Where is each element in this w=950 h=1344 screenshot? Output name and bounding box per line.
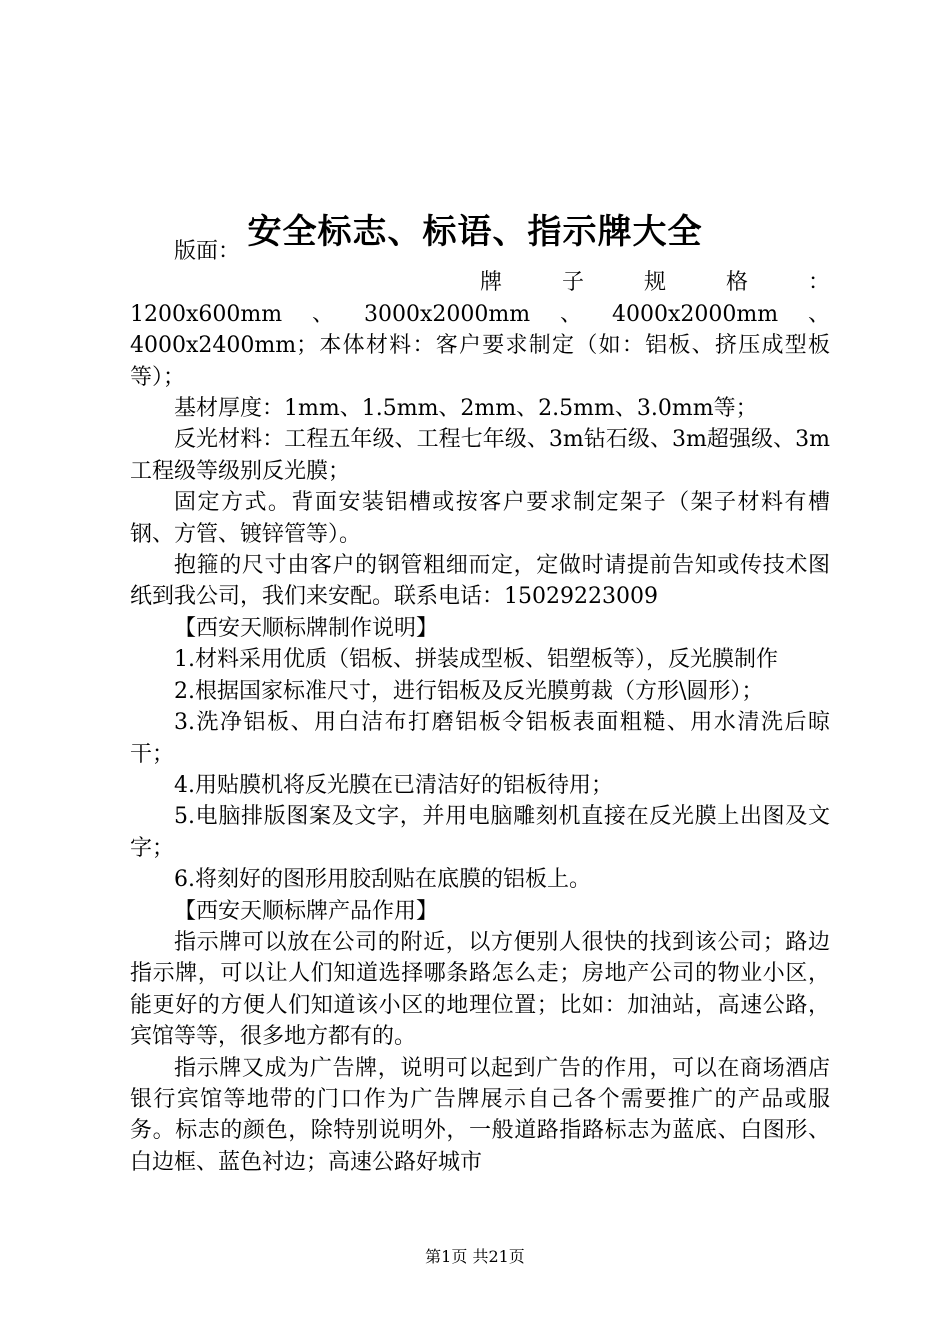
paragraph-reflective-material: 反光材料：工程五年级、工程七年级、3m钻石级、3m超强级、3m工程级等级别反光膜； xyxy=(130,427,830,484)
paragraph-function-1: 指示牌可以放在公司的附近，以方便别人很快的找到该公司；路边指示牌，可以让人们知道选择哪条路怎么走；房地产公司的物业小区，能更好的方便人们知道该小区的地理位置；比如：加油站，高速公路，宾馆等等，很多地方都有的。 xyxy=(130,929,830,1050)
production-step-6: 6.将刻好的图形用胶刮贴在底膜的铝板上。 xyxy=(174,867,591,893)
paragraph-mounting-method: 固定方式。背面安装铝槽或按客户要求制定架子（架子材料有槽钢、方管、镀锌管等）。 xyxy=(130,490,830,547)
paragraph-function-2: 指示牌又成为广告牌，说明可以起到广告的作用，可以在商场酒店银行宾馆等地带的门口作为广告牌展示自己各个需要推广的产品或服务。标志的颜色，除特别说明外，一般道路指路标志为蓝底、白图形、白边框、蓝色衬边；高速公路好城市 xyxy=(130,1055,830,1175)
production-step-5: 5.电脑排版图案及文字，并用电脑雕刻机直接在反光膜上出图及文字； xyxy=(130,804,830,861)
paragraph-clamp-size: 抱箍的尺寸由客户的钢管粗细而定，定做时请提前告知或传技术图纸到我公司，我们来安配。联系电话：15029223009 xyxy=(130,553,830,610)
document-title: 安全标志、标语、指示牌大全 xyxy=(247,211,703,252)
section-heading-function: 【西安天顺标牌产品作用】 xyxy=(174,898,439,924)
production-step-3: 3.洗净铝板、用白洁布打磨铝板令铝板表面粗糙、用水清洗后晾干； xyxy=(130,710,830,767)
production-step-4: 4.用贴膜机将反光膜在已清洁好的铝板待用； xyxy=(174,772,613,798)
production-step-2: 2.根据国家标准尺寸，进行铝板及反光膜剪裁（方形\圆形）； xyxy=(174,678,764,704)
paragraph-base-thickness: 基材厚度：1mm、1.5mm、2mm、2.5mm、3.0mm等； xyxy=(174,396,758,422)
paragraph-layout-label: 版面： xyxy=(174,239,241,264)
page-footer: 第1页 共21页 xyxy=(425,1247,525,1266)
paragraph-sign-spec-label: 牌子规格： xyxy=(480,270,830,296)
section-heading-production: 【西安天顺标牌制作说明】 xyxy=(174,615,439,641)
paragraph-sign-sizes: 1200x600mm、3000x2000mm、4000x2000mm、4000x2400mm；本体材料：客户要求制定（如：铝板、挤压成型板等）； xyxy=(130,301,830,390)
document-body xyxy=(130,236,830,1178)
production-step-1: 1.材料采用优质（铝板、拼装成型板、铝塑板等），反光膜制作 xyxy=(174,647,778,673)
